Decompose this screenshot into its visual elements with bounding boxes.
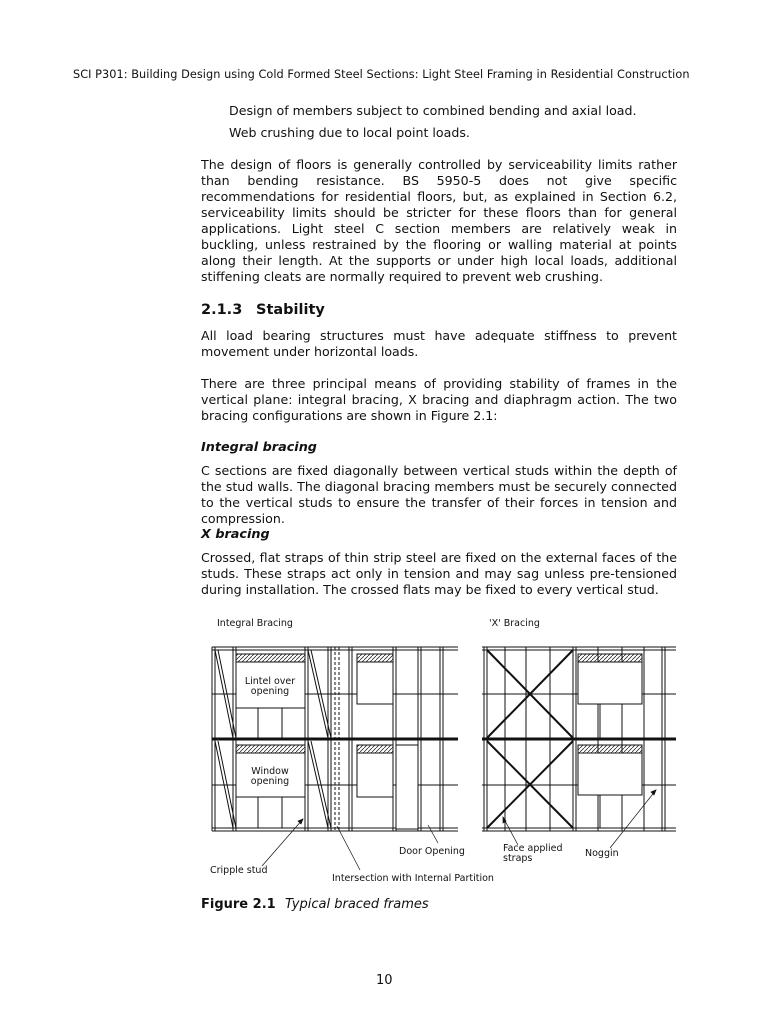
label-window-1: Window [251, 766, 289, 777]
label-lintel-1: Lintel over [244, 676, 296, 687]
section-number: 2.1.3 [201, 302, 243, 318]
paragraph-integral-bracing: C sections are fixed diagonally between vertical studs within the depth of the stud walls. The diagonal bracing members must be securely connected to the vertical studs to ensure the transfer of their forces in tension and compression. [201, 463, 677, 526]
label-face-applied-1: Face applied [503, 843, 563, 854]
subheading-integral-bracing: Integral bracing [201, 440, 317, 455]
label-face-applied-2: straps [503, 853, 533, 864]
page-number: 10 [376, 973, 393, 988]
section-title: Stability [256, 302, 325, 318]
label-noggin: Noggin [585, 848, 619, 859]
list-item: Web crushing due to local point loads. [229, 125, 470, 140]
figure-title: Typical braced frames [285, 897, 429, 912]
paragraph-stability-intro: All load bearing structures must have adequate stiffness to prevent movement under horizontal loads. [201, 328, 677, 359]
x-frame [482, 647, 676, 831]
label-integral-bracing: Integral Bracing [217, 618, 293, 629]
paragraph-floors: The design of floors is generally controlled by serviceability limits rather than bending resistance. BS 5950-5 does not give specific recommendations for residential floors, but, as explained in Section 6.2, serviceability limits should be stricter for these floors than for general applications. Light steel C section members are relatively weak in buckling, unless restrained by the flooring or walling material at points along their length. At the supports or under high local loads, additional stiffening cleats are normally required to prevent web crushing. [201, 157, 677, 284]
subheading-x-bracing: X bracing [201, 527, 270, 542]
label-x-bracing: 'X' Bracing [489, 618, 540, 629]
label-intersection: Intersection with Internal Partition [332, 873, 494, 884]
label-door-opening: Door Opening [399, 846, 465, 857]
label-lintel-2: opening [250, 686, 290, 697]
label-cripple-stud: Cripple stud [210, 865, 268, 876]
list-item: Design of members subject to combined bending and axial load. [229, 103, 637, 118]
paragraph-three-means: There are three principal means of providing stability of frames in the vertical plane: integral bracing, X bracing and diaphragm action. The two bracing configurations are shown in Figure 2.1: [201, 376, 677, 423]
paragraph-x-bracing: Crossed, flat straps of thin strip steel are fixed on the external faces of the studs. These straps act only in tension and may sag unless pre-tensioned during installation. The crossed flats may be fixed to every vertical stud. [201, 550, 677, 597]
label-window-2: opening [250, 776, 290, 787]
running-header: SCI P301: Building Design using Cold Formed Steel Sections: Light Steel Framing in Residential Construction [73, 68, 690, 81]
figure-number: Figure 2.1 [201, 897, 276, 912]
figure-caption [201, 897, 429, 912]
